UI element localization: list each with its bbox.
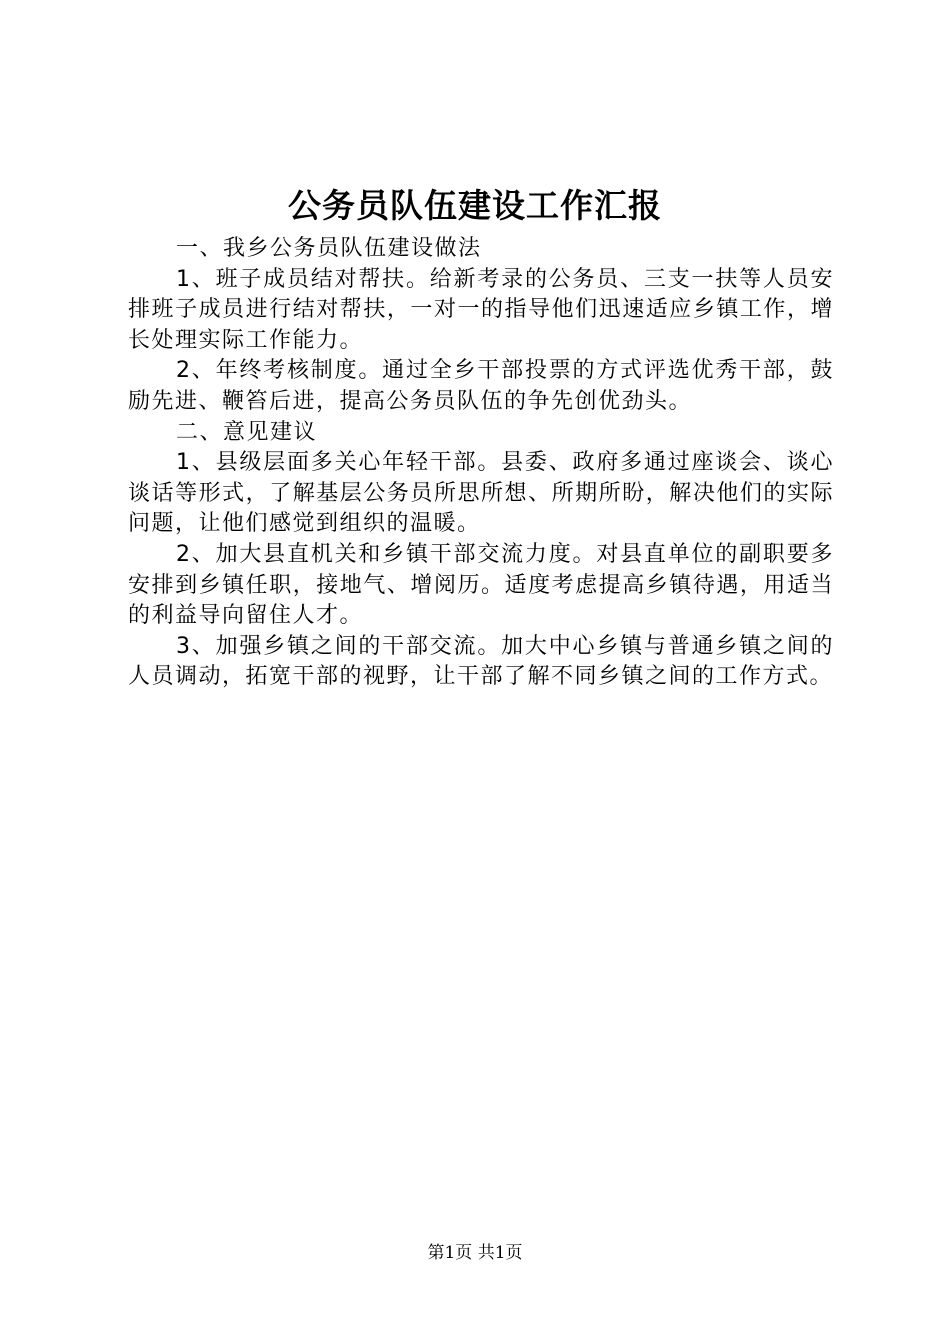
paragraph-lead: 3、加强乡镇之间的干部交流。 xyxy=(176,633,502,659)
paragraph-text: 县委、政府多通过座谈会、谈心谈话等形式，了解基层公务员所思所想、所期所盼，解决他们的实际问题，让他们感觉到组织的温暖。 xyxy=(128,450,834,537)
paragraph-text: 加大中心乡镇与普通乡镇之间的人员调动，拓宽干部的视野，让干部了解不同乡镇之间的工作方式。 xyxy=(128,633,834,690)
paragraph-lead: 2、加大县直机关和乡镇干部交流力度。 xyxy=(176,541,597,567)
paragraph-text: 对县直单位的副职要多安排到乡镇任职，接地气、增阅历。适度考虑提高乡镇待遇，用适当的利益导向留住人才。 xyxy=(128,541,834,629)
paragraph-text: 给新考录的公务员、三支一扶等人员安排班子成员进行结对帮扶，一对一的指导他们迅速适应乡镇工作，增长处理实际工作能力。 xyxy=(128,266,834,353)
paragraph xyxy=(128,356,834,417)
paragraph xyxy=(128,540,834,632)
paragraph-text: 通过全乡干部投票的方式评选优秀干部，鼓励先进、鞭笞后进，提高公务员队伍的争先创优劲头。 xyxy=(128,358,834,414)
paragraph-lead: 2、年终考核制度。 xyxy=(176,358,383,384)
section-heading: 二、意见建议 xyxy=(176,419,318,445)
section-heading: 一、我乡公务员队伍建设做法 xyxy=(176,236,482,261)
page-footer: 第1页 共1页 xyxy=(427,1243,523,1263)
document-body xyxy=(128,234,834,693)
paragraph xyxy=(128,265,834,357)
paragraph-lead: 1、县级层面多关心年轻干部。 xyxy=(176,450,502,476)
paragraph xyxy=(128,632,834,693)
paragraph-lead: 1、班子成员结对帮扶。 xyxy=(176,266,430,292)
paragraph xyxy=(128,448,834,540)
page-title: 公务员队伍建设工作汇报 xyxy=(288,186,662,225)
